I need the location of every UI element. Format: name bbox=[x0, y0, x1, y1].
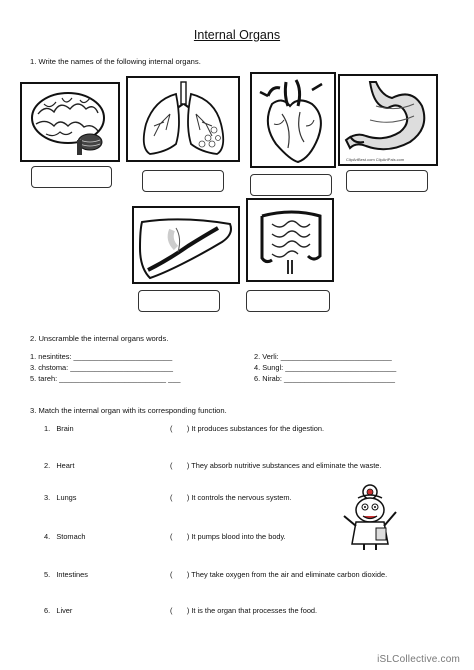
stomach-image-caption: ClipArtBest.com ClipArtPals.com bbox=[346, 157, 405, 162]
answer-box-intestines[interactable] bbox=[246, 290, 330, 312]
question-2-instruction: 2. Unscramble the internal organs words. bbox=[30, 334, 169, 343]
stomach-icon bbox=[340, 76, 436, 156]
heart-icon bbox=[252, 74, 334, 166]
match-answer-slot-3[interactable]: ( ) It controls the nervous system. bbox=[170, 493, 292, 502]
function-text: It is the organ that processes the food. bbox=[191, 606, 318, 615]
unscramble-item-6: 6. Nirab: ___________________________ bbox=[254, 374, 395, 383]
heart-image-frame bbox=[250, 72, 336, 168]
answer-blank[interactable]: ________________________ bbox=[73, 352, 173, 361]
match-row-4: 4. Stomach bbox=[44, 532, 86, 541]
organ-label: Brain bbox=[56, 424, 74, 433]
match-row-5: 5. Intestines bbox=[44, 570, 88, 579]
match-answer-slot-2[interactable]: ( ) They absorb nutritive substances and eliminate the waste. bbox=[170, 461, 382, 470]
organ-label: Stomach bbox=[56, 532, 86, 541]
answer-blank[interactable]: _________________________ bbox=[70, 363, 174, 372]
match-row-3: 3. Lungs bbox=[44, 493, 77, 502]
liver-image-frame bbox=[132, 206, 240, 284]
match-answer-slot-4[interactable]: ( ) It pumps blood into the body. bbox=[170, 532, 286, 541]
answer-box-lungs[interactable] bbox=[142, 170, 224, 192]
organ-label: Liver bbox=[56, 606, 73, 615]
answer-box-heart[interactable] bbox=[250, 174, 332, 196]
match-row-2: 2. Heart bbox=[44, 461, 75, 470]
page-title: Internal Organs bbox=[193, 28, 281, 42]
brain-icon bbox=[22, 84, 118, 160]
unscramble-item-5: 5. tareh: __________________________ ___ bbox=[30, 374, 181, 383]
match-answer-slot-1[interactable]: ( ) It produces substances for the digestion. bbox=[170, 424, 325, 433]
function-text: They take oxygen from the air and eliminate carbon dioxide. bbox=[191, 570, 388, 579]
unscramble-item-3: 3. chstoma: _________________________ bbox=[30, 363, 174, 372]
function-text: They absorb nutritive substances and eliminate the waste. bbox=[191, 461, 382, 470]
match-row-1: 1. Brain bbox=[44, 424, 74, 433]
answer-blank[interactable]: ___________________________ bbox=[280, 352, 392, 361]
cartoon-doctor-image bbox=[336, 482, 406, 552]
function-text: It pumps blood into the body. bbox=[191, 532, 286, 541]
organ-label: Heart bbox=[56, 461, 75, 470]
stomach-image-frame bbox=[338, 74, 438, 166]
answer-box-liver[interactable] bbox=[138, 290, 220, 312]
question-1-instruction: 1. Write the names of the following internal organs. bbox=[30, 57, 201, 66]
cartoon-doctor-icon bbox=[336, 482, 406, 552]
intestines-icon bbox=[248, 200, 332, 280]
liver-icon bbox=[134, 208, 238, 282]
answer-blank[interactable]: __________________________ ___ bbox=[59, 374, 181, 383]
match-answer-slot-6[interactable]: ( ) It is the organ that processes the food. bbox=[170, 606, 318, 615]
organ-label: Lungs bbox=[56, 493, 77, 502]
answer-blank[interactable]: ___________________________ bbox=[285, 363, 397, 372]
match-row-6: 6. Liver bbox=[44, 606, 73, 615]
function-text: It produces substances for the digestion. bbox=[191, 424, 325, 433]
question-3-instruction: 3. Match the internal organ with its corresponding function. bbox=[30, 406, 227, 415]
brain-image-frame bbox=[20, 82, 120, 162]
intestines-image-frame bbox=[246, 198, 334, 282]
lungs-image-frame bbox=[126, 76, 240, 162]
function-text: It controls the nervous system. bbox=[191, 493, 292, 502]
unscramble-item-4: 4. Sungl: ___________________________ bbox=[254, 363, 397, 372]
answer-box-stomach[interactable] bbox=[346, 170, 428, 192]
answer-blank[interactable]: ___________________________ bbox=[284, 374, 395, 383]
answer-box-brain[interactable] bbox=[31, 166, 112, 188]
site-watermark: iSLCollective.com bbox=[377, 654, 460, 665]
unscramble-item-2: 2. Verli: ___________________________ bbox=[254, 352, 392, 361]
unscramble-item-1: 1. nesintites: ________________________ bbox=[30, 352, 173, 361]
lungs-icon bbox=[128, 78, 238, 160]
match-answer-slot-5[interactable]: ( ) They take oxygen from the air and eliminate carbon dioxide. bbox=[170, 570, 388, 579]
organ-label: Intestines bbox=[56, 570, 88, 579]
